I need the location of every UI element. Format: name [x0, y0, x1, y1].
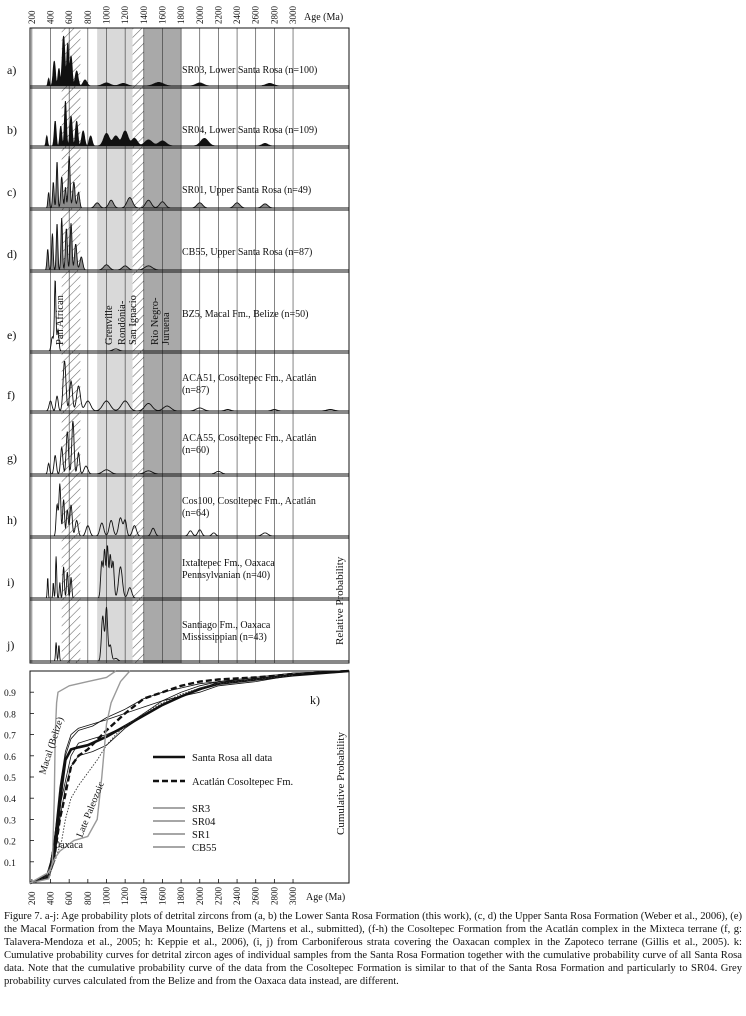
x-tick-label-bottom: 3000: [288, 887, 299, 905]
legend-label: Santa Rosa all data: [192, 753, 273, 764]
x-tick-label-top: 200: [26, 10, 37, 24]
x-tick-label-bottom: 200: [26, 891, 37, 905]
sample-label: ACA55, Cosoltepec Fm., Acatlán: [182, 433, 317, 444]
sample-label: Pennsylvanian (n=40): [182, 570, 271, 581]
y-tick-label: 0.5: [4, 774, 16, 784]
cumulative-probability-panel: [4, 671, 349, 905]
panel-id-label: b): [7, 123, 17, 137]
sample-label: ACA51, Cosoltepec Fm., Acatlán: [182, 373, 317, 384]
sample-label: Mississippian (n=43): [182, 632, 267, 643]
panel-id-label: e): [7, 328, 17, 342]
panel-id-label: f): [7, 388, 15, 402]
figure-caption: Figure 7. a-j: Age probability plots of detrital zircons from (a, b) the Lower Santa Rosa Formation (this work), (c, d) the Upper Santa Rosa Formation (Weber et al., 2006), (e) the Macal Formation from the Maya Mountains, Belize (Martens et al., submitted), (f-h) the Cosoltepec Formation from the Acatlán complex in the Mixteca terrane (f, g: Talavera-Mendoza et al., 2005; h: Keppie et al., 2006), (i, j) from Carboniferous strata covering the Oaxacan complex in the Zapoteco terrane (Gillis et al., 2005). k: Cumulative probability curves for detrital zircon ages of individual samples from the Santa Rosa Formation together with the cumulative probability curve of all Santa Rosa data. Note that the cumulative probability curve of the data from the Cosoltepec Formation is similar to that of the Santa Rosa Formation and particularly to SR04. Grey probability curves calculated from the Belize and from the Oaxaca data instead, are different.: [4, 911, 742, 988]
legend-label: CB55: [192, 843, 217, 854]
sample-label: (n=64): [182, 508, 210, 519]
x-tick-label-top: 1200: [120, 6, 131, 24]
cumulative-line: [30, 671, 130, 883]
x-tick-label-bottom: 400: [45, 891, 56, 905]
cumulative-line: [30, 671, 349, 883]
sample-label: SR03, Lower Santa Rosa (n=100): [182, 65, 318, 76]
x-tick-label-bottom: 1400: [138, 887, 149, 905]
sample-label: Cos100, Cosoltepec Fm., Acatlán: [182, 496, 316, 507]
cumulative-line: [30, 671, 349, 883]
x-tick-label-top: 1600: [157, 6, 168, 24]
x-tick-label-bottom: 800: [82, 891, 93, 905]
legend-label: SR04: [192, 817, 216, 828]
x-tick-label-bottom: 1000: [101, 887, 112, 905]
band-label: Juruena: [161, 312, 172, 345]
band-label: Rondônia-: [117, 300, 128, 345]
x-axis-label-top: Age (Ma): [304, 12, 344, 23]
x-tick-label-top: 800: [82, 10, 93, 24]
sample-label: SR04, Lower Santa Rosa (n=109): [182, 125, 318, 136]
x-tick-label-top: 1800: [176, 6, 187, 24]
y-axis-label-relative: Relative Probability: [334, 556, 346, 645]
cumulative-line: [30, 671, 116, 883]
curve-label: Macal (Belize): [37, 715, 67, 776]
x-tick-label-top: 2800: [269, 6, 280, 24]
sample-label: (n=60): [182, 445, 210, 456]
sample-label: BZ5, Macal Fm., Belize (n=50): [182, 309, 309, 320]
x-tick-label-top: 2000: [194, 6, 205, 24]
panel-id-label: g): [7, 451, 17, 465]
x-tick-label-top: 1400: [138, 6, 149, 24]
cumulative-line: [30, 671, 349, 883]
panel-frame-k: [30, 671, 349, 883]
curve-label: Late Paleozoic: [74, 780, 107, 840]
curve-label: Oaxaca: [53, 840, 83, 851]
age-probability-panels: [6, 6, 349, 664]
x-tick-label-bottom: 2600: [250, 887, 261, 905]
cumulative-line: [30, 671, 349, 883]
sample-label: Santiago Fm., Oaxaca: [182, 620, 271, 631]
x-tick-label-top: 600: [64, 10, 75, 24]
x-tick-label-top: 3000: [288, 6, 299, 24]
panel-id-label-k: k): [310, 693, 320, 707]
y-tick-label: 0.6: [4, 752, 16, 763]
sample-label: SR01, Upper Santa Rosa (n=49): [182, 185, 312, 196]
cumulative-line: [30, 671, 349, 883]
y-tick-label: 0.2: [4, 837, 16, 848]
y-tick-label: 0.4: [4, 795, 16, 806]
x-tick-label-bottom: 2000: [194, 887, 205, 905]
panel-id-label: j): [7, 638, 15, 652]
x-tick-label-top: 400: [45, 10, 56, 24]
panel-id-label: i): [7, 575, 15, 589]
y-tick-label: 0.1: [4, 858, 16, 869]
panel-id-label: h): [7, 513, 17, 527]
sample-label: CB55, Upper Santa Rosa (n=87): [182, 247, 313, 258]
panel-id-label: a): [7, 63, 17, 77]
x-tick-label-top: 2600: [250, 6, 261, 24]
sample-label: (n=87): [182, 385, 210, 396]
x-tick-label-bottom: 2800: [269, 887, 280, 905]
x-tick-label-bottom: 1600: [157, 887, 168, 905]
x-tick-label-bottom: 600: [64, 891, 75, 905]
legend-label: Acatlán Cosoltepec Fm.: [192, 777, 294, 788]
x-tick-label-bottom: 1800: [176, 887, 187, 905]
x-tick-label-top: 2400: [232, 6, 243, 24]
band-label: Grenville: [104, 305, 115, 345]
band-label: Pan African: [55, 295, 66, 345]
y-tick-label: 0.9: [4, 689, 16, 700]
sample-label: Ixtaltepec Fm., Oaxaca: [182, 558, 275, 569]
x-tick-label-top: 1000: [101, 6, 112, 24]
y-tick-label: 0.8: [4, 710, 16, 721]
y-tick-label: 0.3: [4, 816, 16, 827]
panel-id-label: c): [7, 185, 17, 199]
cumulative-line: [30, 671, 349, 883]
x-tick-label-top: 2200: [213, 6, 224, 24]
band-label: San Ignacio: [128, 295, 139, 345]
x-tick-label-bottom: 2400: [232, 887, 243, 905]
panel-id-label: d): [7, 247, 17, 261]
x-tick-label-bottom: 1200: [120, 887, 131, 905]
y-tick-label: 0.7: [4, 731, 16, 742]
legend-label: SR3: [192, 804, 211, 815]
x-axis-label-bottom: Age (Ma): [306, 892, 346, 903]
y-axis-label-cumulative: Cumulative Probability: [335, 732, 347, 835]
x-tick-label-bottom: 2200: [213, 887, 224, 905]
legend-label: SR1: [192, 830, 211, 841]
band-label: Rio Negro-: [150, 297, 161, 345]
